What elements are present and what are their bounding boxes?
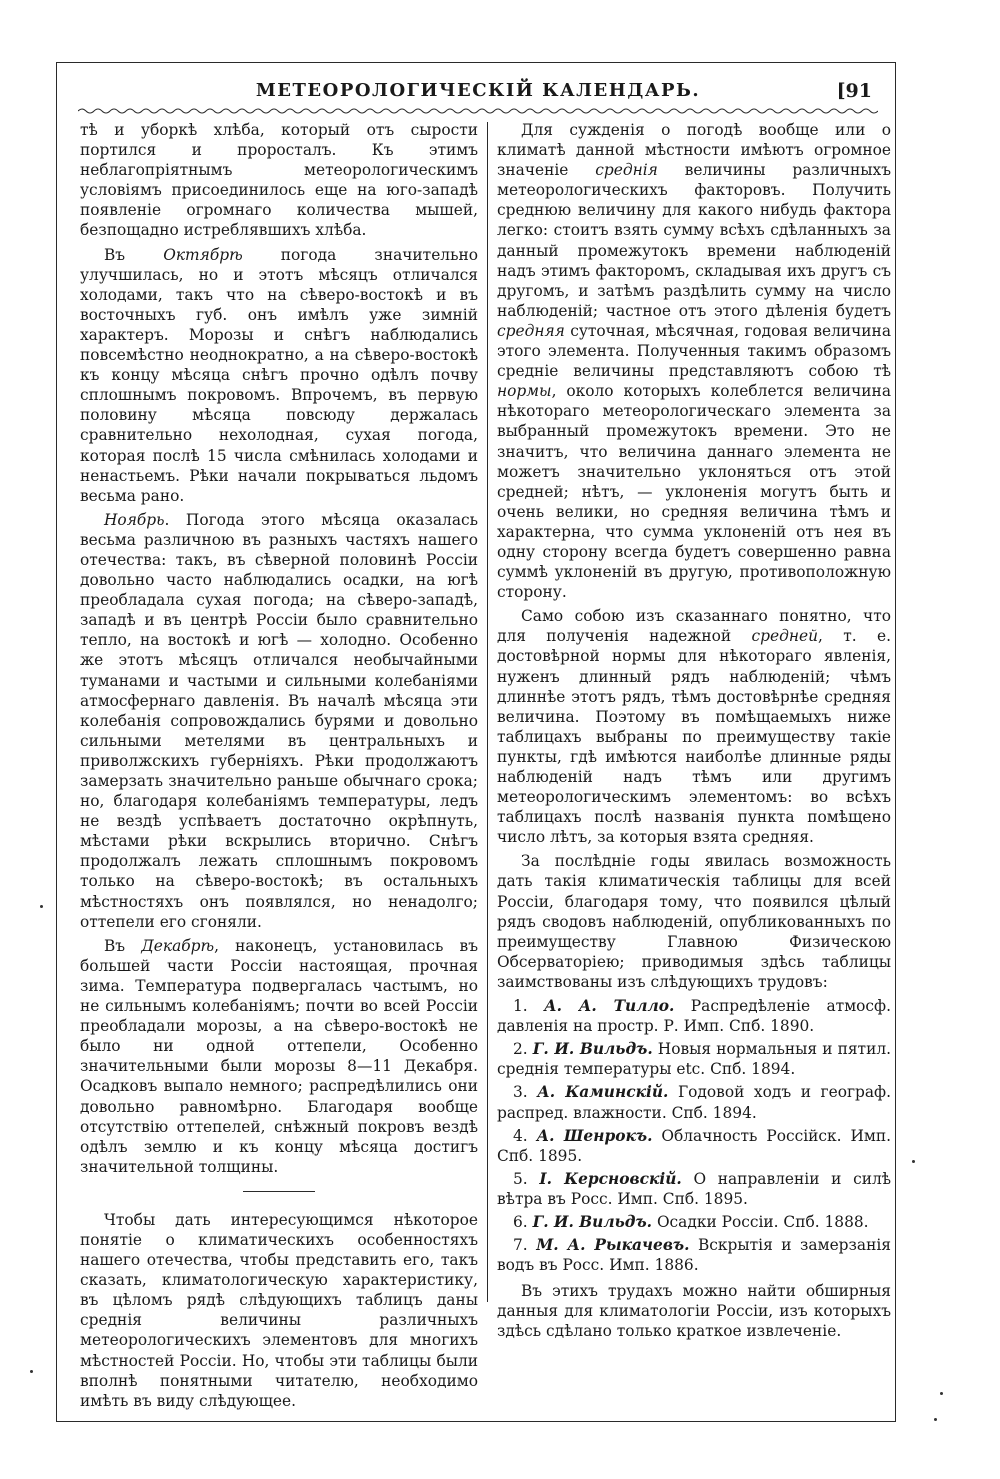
list-item: 5. І. Керсновскій. О направленіи и силѣ вѣтра въ Росс. Имп. Спб. 1895.: [497, 1169, 892, 1208]
list-item: 4. А. Шенрокъ. Облачность Россійск. Имп. Спб. 1895.: [497, 1126, 891, 1165]
list-item: 6. Г. И. Вильдъ. Осадки Россіи. Спб. 1888.: [513, 1212, 869, 1231]
month-october: Октябрѣ: [163, 245, 243, 264]
running-header: [78, 80, 878, 106]
paragraph-november: Ноябрь. Погода этого мѣсяца оказалась весьма различною въ разныхъ частяхъ нашего отечества: такъ, въ сѣверной половинѣ Россіи довольно часто наблюдались осадки, на югѣ преобладала сухая погода; на сѣверо-западѣ, западѣ и въ центрѣ Россіи было сравнительно тепло, на востокѣ и югѣ — холодно. Особенно же этотъ мѣсяцъ отличался необычайными туманами и частыми и сильными колебаніями атмосфернаго давленія. Въ началѣ мѣсяца эти колебанія сопровождались бурями и довольно сильными метелями въ центральныхъ и приволжскихъ губерніяхъ. Рѣки продолжаютъ замерзать значительно раньше обычнаго срока; но, благодаря колебаніямъ температуры, ледъ не вездѣ успѣваетъ достаточно окрѣпнуть, мѣстами рѣки вскрылись вторично. Снѣгъ продолжалъ лежать сплошнымъ покровомъ только на сѣверо-востокѣ; въ остальныхъ мѣстностяхъ онъ появлялся, но ненадолго; оттепели его сгоняли.: [80, 510, 478, 931]
column-divider: [487, 122, 488, 1302]
wavy-rule: [78, 107, 878, 115]
page-number: [91: [836, 80, 872, 102]
section-separator: [243, 1191, 315, 1192]
speck: [912, 1160, 915, 1163]
list-item: 2. Г. И. Вильдъ. Новыя нормальныя и пятил. среднія температуры etc. Спб. 1894.: [497, 1040, 892, 1079]
reference-list: [497, 996, 891, 1275]
speck: [940, 1392, 943, 1395]
month-december: Декабрѣ: [141, 936, 215, 955]
left-column: [80, 120, 478, 1415]
speck: [30, 1370, 33, 1373]
month-november: Ноябрь: [104, 510, 165, 529]
paragraph: тѣ и уборкѣ хлѣба, который отъ сырости портился и проросталъ. Къ этимъ неблагопріятнымъ метеорологическимъ условіямъ присоединилось еще на юго-западѣ появленіе огромнаго количества мышей, безпощадно истреблявшихъ хлѣба.: [80, 121, 478, 240]
paragraph-intro: Чтобы дать интересующимся нѣкоторое понятіе о климатическихъ особенностяхъ нашего отечества, чтобы представить его, такъ сказать, климатологическую характеристику, въ цѣломъ рядѣ слѣдующихъ таблицъ даны среднія величины различныхъ метеорологическихъ элементовъ для многихъ мѣстностей Россіи. Но, чтобы эти таблицы были вполнѣ понятными читателю, необходимо имѣть въ виду слѣдующее.: [80, 1210, 478, 1410]
right-column: [497, 120, 891, 1346]
list-item: 7. М. А. Рыкачевъ. Вскрытія и замерзанія водъ въ Росс. Имп. 1886.: [497, 1236, 891, 1275]
list-item: 3. А. Каминскій. Годовой ходъ и географ. распред. влажности. Спб. 1894.: [497, 1083, 891, 1122]
paragraph-december: Въ Декабрѣ, наконецъ, установилась въ большей части Россіи настоящая, прочная зима. Температура подвергалась частымъ, но не сильнымъ колебаніямъ; почти во всей Россіи преобладали морозы, а на сѣверо-востокѣ не было ни одной оттепели, Особенно значительными были морозы 8—11 Декабря. Осадковъ выпало немного; распредѣлились они довольно равномѣрно. Благодаря вообще отсутствію оттепелей, снѣжный покровъ вездѣ одѣлъ землю и къ концу мѣсяца достигъ значительной толщины.: [80, 936, 478, 1176]
paragraph-sources: За послѣдніе годы явилась возможность дать такія климатическія таблицы для всей Россіи, благодаря тому, что появился цѣлый рядъ сводовъ наблюденій, опубликованныхъ по преимуществу Главною Физическою Обсерваторіею; приводимыя здѣсь таблицы заимствованы изъ слѣдующихъ трудовъ:: [497, 852, 891, 991]
speck: [934, 1418, 937, 1421]
paragraph-averages: Для сужденія о погодѣ вообще или о климатѣ данной мѣстности имѣютъ огромное значеніе среднія величины различныхъ метеорологическихъ факторовъ. Получить среднюю величину для какого нибудь фактора легко: стоитъ взять сумму всѣхъ сдѣланныхъ за данный промежутокъ времени наблюденій надъ этимъ факторомъ, складывая ихъ другъ съ другомъ, и затѣмъ раздѣлить сумму на число наблюденій; частное отъ этого дѣленія будетъ средняя суточная, мѣсячная, годовая величина этого элемента. Полученныя такимъ образомъ средніе величины представляютъ собою тѣ нормы, около которыхъ колеблется величина нѣкотораго метеорологическаго элемента за выбранный промежутокъ времени. Это не значитъ, что величина даннаго элемента не можетъ значительно уклоняться отъ этой средней; нѣтъ, — уклоненія могутъ быть и очень велики, но средняя величина тѣмъ и характерна, что сумма уклоненій отъ нея въ одну сторону всегда будетъ совершенно равна суммѣ уклоненій въ другую, противоположную сторону.: [497, 121, 891, 602]
list-item: 1. А. А. Тилло. Распредѣленіе атмосф. давленія на простр. Р. Имп. Спб. 1890.: [497, 997, 891, 1036]
paragraph-reliability: Само собою изъ сказаннаго понятно, что для полученія надежной средней, т. е. достовѣрной нормы для нѣкотораго явленія, нуженъ длинный рядъ наблюденій; чѣмъ длиннѣе этотъ рядъ, тѣмъ достовѣрнѣе средняя величина. Поэтому въ помѣщаемыхъ ниже таблицахъ выбраны по преимуществу такіе пункты, гдѣ имѣются наиболѣе длинные ряды наблюденій надъ тѣмъ или другимъ метеорологическимъ элементомъ: во всѣхъ таблицахъ послѣ названія пункта помѣщено число лѣтъ, за которыя взята средняя.: [497, 607, 891, 847]
paragraph-october: Въ Октябрѣ погода значительно улучшилась, но и этотъ мѣсяцъ отличался холодами, такъ что на сѣверо-востокѣ и въ восточныхъ губ. онъ имѣлъ уже зимній характеръ. Морозы и снѣгъ наблюдались повсемѣстно неоднократно, а на сѣверо-востокѣ къ концу мѣсяца снѣгъ прочно одѣлъ почву сплошнымъ покровомъ. Впрочемъ, въ первую половину мѣсяца повсюду держалась сравнительно нехолодная, сухая погода, которая послѣ 15 числа смѣнилась холодами и ненастьемъ. Рѣки начали покрываться льдомъ весьма рано.: [80, 245, 478, 505]
speck: [40, 905, 43, 908]
paragraph-closing: Въ этихъ трудахъ можно найти обширныя данныя для климатологіи Россіи, изъ которыхъ здѣсь сдѣлано только краткое извлеченіе.: [497, 1282, 891, 1341]
page-title: МЕТЕОРОЛОГИЧЕСКІЙ КАЛЕНДАРЬ.: [255, 80, 701, 101]
